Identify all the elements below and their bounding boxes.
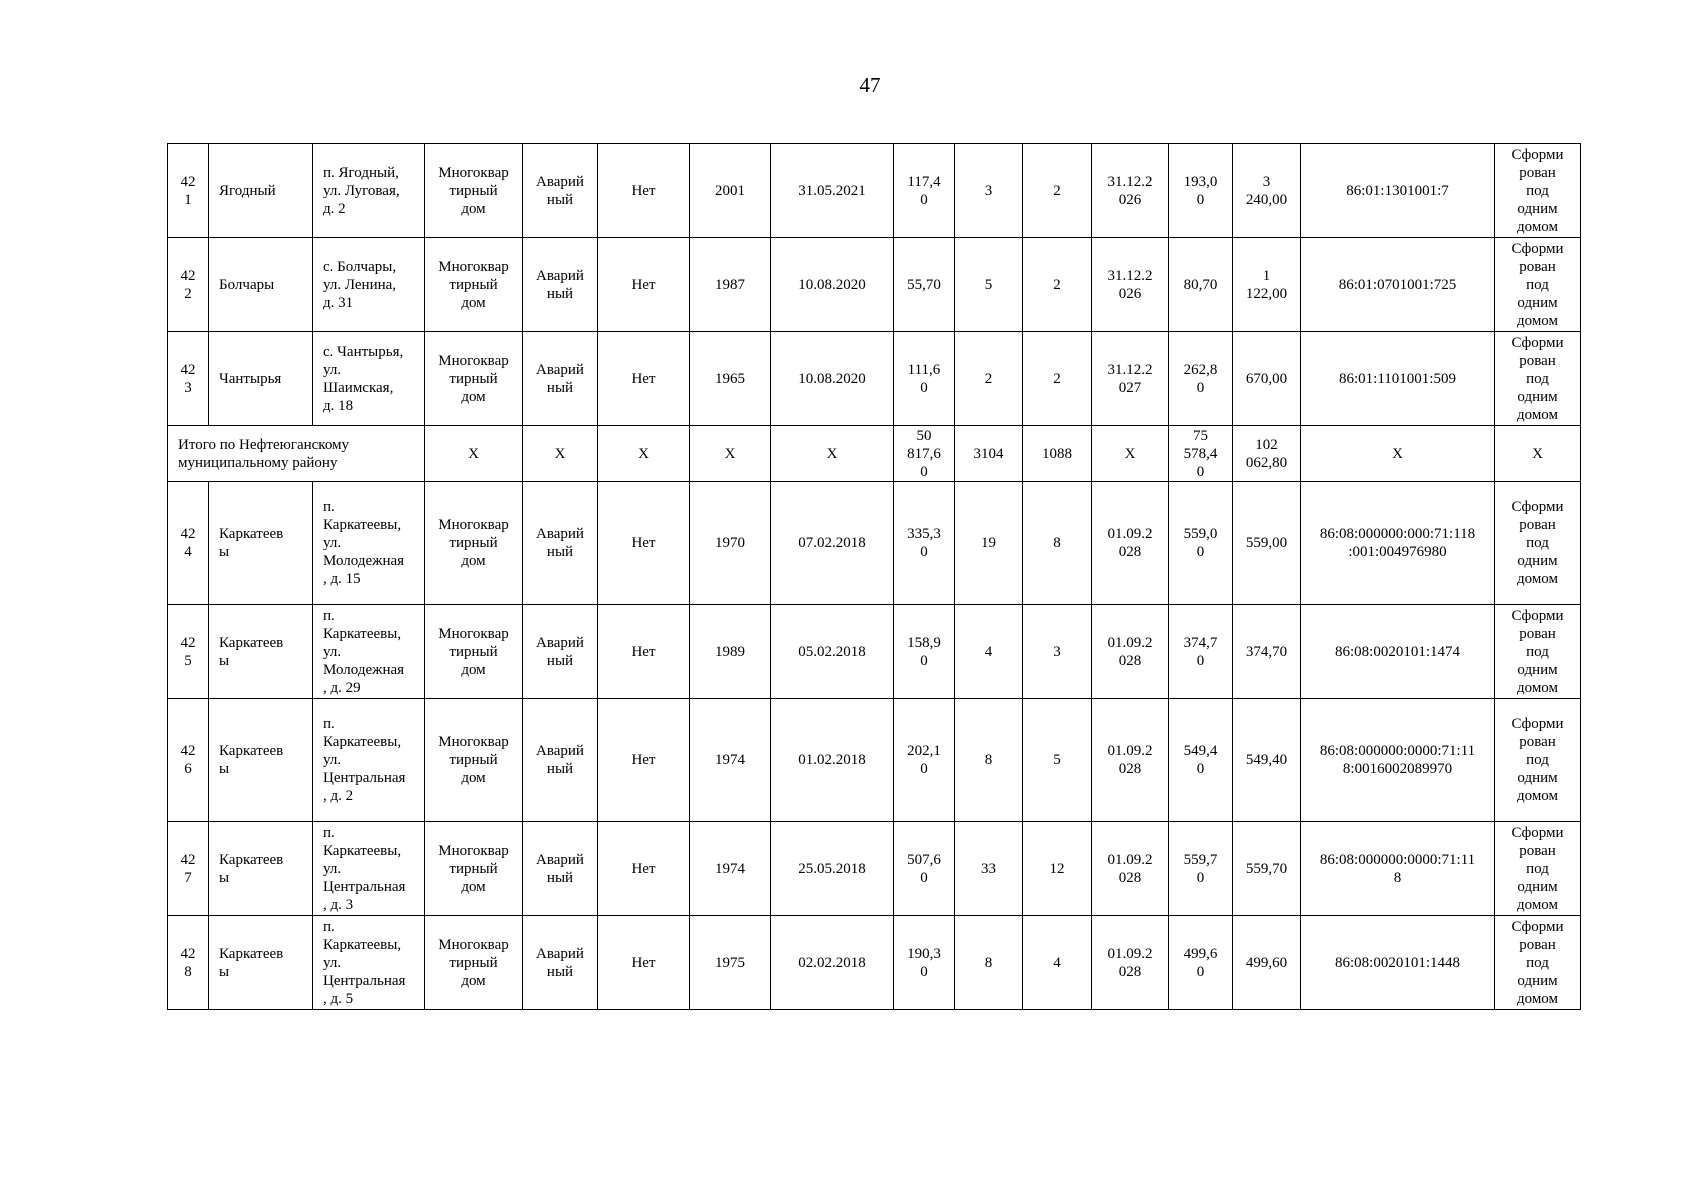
building-type-cell: Многоквар тирный дом [425, 916, 523, 1010]
status-cell: Аварий ный [523, 482, 598, 605]
building-type-cell: Многоквар тирный дом [425, 482, 523, 605]
table-row [168, 605, 1581, 699]
deadline-cell: 31.12.2 026 [1092, 144, 1169, 238]
page-number: 47 [859, 73, 881, 97]
row-number: 42 2 [168, 238, 209, 332]
year-cell: 1974 [690, 822, 771, 916]
area2-cell: 559,7 0 [1169, 822, 1233, 916]
rooms-cell: 2 [1023, 332, 1092, 426]
status-cell: Аварий ный [523, 916, 598, 1010]
table-row [168, 699, 1581, 822]
area-cell: 335,3 0 [894, 482, 955, 605]
total-cost: 102 062,80 [1233, 426, 1301, 482]
date-cell: 05.02.2018 [771, 605, 894, 699]
housing-registry-table [167, 143, 1581, 1010]
residents-cell: 19 [955, 482, 1023, 605]
settlement-cell: Чантырья [209, 332, 313, 426]
deadline-cell: 01.09.2 028 [1092, 482, 1169, 605]
flag-cell: Нет [598, 144, 690, 238]
flag-cell: Нет [598, 605, 690, 699]
settlement-cell: Каркатеев ы [209, 822, 313, 916]
rooms-cell: 5 [1023, 699, 1092, 822]
cadastral-cell: 86:01:1301001:7 [1301, 144, 1495, 238]
rooms-cell: 8 [1023, 482, 1092, 605]
address-cell: п. Каркатеевы, ул. Молодежная , д. 15 [313, 482, 425, 605]
address-cell: п. Каркатеевы, ул. Центральная , д. 2 [313, 699, 425, 822]
deadline-cell: 31.12.2 027 [1092, 332, 1169, 426]
year-cell: 1987 [690, 238, 771, 332]
land-cell: Сформи рован под одним домом [1495, 605, 1581, 699]
date-cell: 10.08.2020 [771, 332, 894, 426]
row-number: 42 5 [168, 605, 209, 699]
flag-cell: Нет [598, 699, 690, 822]
address-cell: п. Ягодный, ул. Луговая, д. 2 [313, 144, 425, 238]
cadastral-cell: 86:01:1101001:509 [1301, 332, 1495, 426]
cadastral-cell: 86:08:0020101:1474 [1301, 605, 1495, 699]
cadastral-cell: 86:08:0020101:1448 [1301, 916, 1495, 1010]
cost-cell: 3 240,00 [1233, 144, 1301, 238]
year-cell: 1970 [690, 482, 771, 605]
area2-cell: 549,4 0 [1169, 699, 1233, 822]
cadastral-cell: 86:08:000000:0000:71:11 8 [1301, 822, 1495, 916]
total-status: Х [523, 426, 598, 482]
building-type-cell: Многоквар тирный дом [425, 822, 523, 916]
area2-cell: 262,8 0 [1169, 332, 1233, 426]
total-rooms: 1088 [1023, 426, 1092, 482]
land-cell: Сформи рован под одним домом [1495, 699, 1581, 822]
cost-cell: 374,70 [1233, 605, 1301, 699]
date-cell: 31.05.2021 [771, 144, 894, 238]
flag-cell: Нет [598, 822, 690, 916]
year-cell: 1974 [690, 699, 771, 822]
total-row [168, 426, 1581, 482]
flag-cell: Нет [598, 916, 690, 1010]
rooms-cell: 2 [1023, 144, 1092, 238]
status-cell: Аварий ный [523, 238, 598, 332]
status-cell: Аварий ный [523, 605, 598, 699]
land-cell: Сформи рован под одним домом [1495, 332, 1581, 426]
residents-cell: 33 [955, 822, 1023, 916]
row-number: 42 3 [168, 332, 209, 426]
total-area2: 75 578,4 0 [1169, 426, 1233, 482]
building-type-cell: Многоквар тирный дом [425, 144, 523, 238]
area-cell: 507,6 0 [894, 822, 955, 916]
area2-cell: 193,0 0 [1169, 144, 1233, 238]
row-number: 42 6 [168, 699, 209, 822]
deadline-cell: 01.09.2 028 [1092, 699, 1169, 822]
land-cell: Сформи рован под одним домом [1495, 144, 1581, 238]
area2-cell: 374,7 0 [1169, 605, 1233, 699]
year-cell: 2001 [690, 144, 771, 238]
status-cell: Аварий ный [523, 822, 598, 916]
land-cell: Сформи рован под одним домом [1495, 916, 1581, 1010]
area-cell: 202,1 0 [894, 699, 955, 822]
settlement-cell: Каркатеев ы [209, 916, 313, 1010]
table-row [168, 238, 1581, 332]
area-cell: 111,6 0 [894, 332, 955, 426]
rooms-cell: 2 [1023, 238, 1092, 332]
row-number: 42 1 [168, 144, 209, 238]
rooms-cell: 12 [1023, 822, 1092, 916]
settlement-cell: Каркатеев ы [209, 699, 313, 822]
date-cell: 07.02.2018 [771, 482, 894, 605]
address-cell: п. Каркатеевы, ул. Центральная , д. 5 [313, 916, 425, 1010]
settlement-cell: Каркатеев ы [209, 482, 313, 605]
settlement-cell: Ягодный [209, 144, 313, 238]
land-cell: Сформи рован под одним домом [1495, 238, 1581, 332]
area-cell: 55,70 [894, 238, 955, 332]
deadline-cell: 01.09.2 028 [1092, 822, 1169, 916]
cadastral-cell: 86:01:0701001:725 [1301, 238, 1495, 332]
total-flag: Х [598, 426, 690, 482]
rooms-cell: 4 [1023, 916, 1092, 1010]
total-land: Х [1495, 426, 1581, 482]
row-number: 42 4 [168, 482, 209, 605]
total-area: 50 817,6 0 [894, 426, 955, 482]
cadastral-cell: 86:08:000000:0000:71:11 8:0016002089970 [1301, 699, 1495, 822]
address-cell: с. Чантырья, ул. Шаимская, д. 18 [313, 332, 425, 426]
area2-cell: 559,0 0 [1169, 482, 1233, 605]
total-label: Итого по Нефтеюганскому муниципальному району [168, 426, 425, 482]
land-cell: Сформи рован под одним домом [1495, 822, 1581, 916]
table-row [168, 916, 1581, 1010]
cadastral-cell: 86:08:000000:000:71:118 :001:004976980 [1301, 482, 1495, 605]
building-type-cell: Многоквар тирный дом [425, 238, 523, 332]
status-cell: Аварий ный [523, 144, 598, 238]
settlement-cell: Каркатеев ы [209, 605, 313, 699]
cost-cell: 499,60 [1233, 916, 1301, 1010]
area-cell: 158,9 0 [894, 605, 955, 699]
residents-cell: 8 [955, 699, 1023, 822]
address-cell: п. Каркатеевы, ул. Молодежная , д. 29 [313, 605, 425, 699]
date-cell: 25.05.2018 [771, 822, 894, 916]
address-cell: с. Болчары, ул. Ленина, д. 31 [313, 238, 425, 332]
building-type-cell: Многоквар тирный дом [425, 332, 523, 426]
cost-cell: 549,40 [1233, 699, 1301, 822]
total-residents: 3104 [955, 426, 1023, 482]
address-cell: п. Каркатеевы, ул. Центральная , д. 3 [313, 822, 425, 916]
year-cell: 1989 [690, 605, 771, 699]
settlement-cell: Болчары [209, 238, 313, 332]
total-date: Х [771, 426, 894, 482]
flag-cell: Нет [598, 482, 690, 605]
flag-cell: Нет [598, 238, 690, 332]
year-cell: 1965 [690, 332, 771, 426]
row-number: 42 8 [168, 916, 209, 1010]
area-cell: 190,3 0 [894, 916, 955, 1010]
residents-cell: 5 [955, 238, 1023, 332]
table-row [168, 144, 1581, 238]
total-year: Х [690, 426, 771, 482]
rooms-cell: 3 [1023, 605, 1092, 699]
status-cell: Аварий ный [523, 332, 598, 426]
area2-cell: 80,70 [1169, 238, 1233, 332]
flag-cell: Нет [598, 332, 690, 426]
cost-cell: 1 122,00 [1233, 238, 1301, 332]
building-type-cell: Многоквар тирный дом [425, 605, 523, 699]
residents-cell: 3 [955, 144, 1023, 238]
residents-cell: 4 [955, 605, 1023, 699]
date-cell: 02.02.2018 [771, 916, 894, 1010]
building-type-cell: Многоквар тирный дом [425, 699, 523, 822]
cost-cell: 559,00 [1233, 482, 1301, 605]
table-row [168, 822, 1581, 916]
deadline-cell: 01.09.2 028 [1092, 605, 1169, 699]
cost-cell: 670,00 [1233, 332, 1301, 426]
date-cell: 01.02.2018 [771, 699, 894, 822]
status-cell: Аварий ный [523, 699, 598, 822]
year-cell: 1975 [690, 916, 771, 1010]
area2-cell: 499,6 0 [1169, 916, 1233, 1010]
land-cell: Сформи рован под одним домом [1495, 482, 1581, 605]
cost-cell: 559,70 [1233, 822, 1301, 916]
date-cell: 10.08.2020 [771, 238, 894, 332]
total-type: Х [425, 426, 523, 482]
total-cadastral: Х [1301, 426, 1495, 482]
residents-cell: 2 [955, 332, 1023, 426]
deadline-cell: 01.09.2 028 [1092, 916, 1169, 1010]
area-cell: 117,4 0 [894, 144, 955, 238]
row-number: 42 7 [168, 822, 209, 916]
deadline-cell: 31.12.2 026 [1092, 238, 1169, 332]
residents-cell: 8 [955, 916, 1023, 1010]
table-row [168, 482, 1581, 605]
total-deadline: Х [1092, 426, 1169, 482]
table-row [168, 332, 1581, 426]
